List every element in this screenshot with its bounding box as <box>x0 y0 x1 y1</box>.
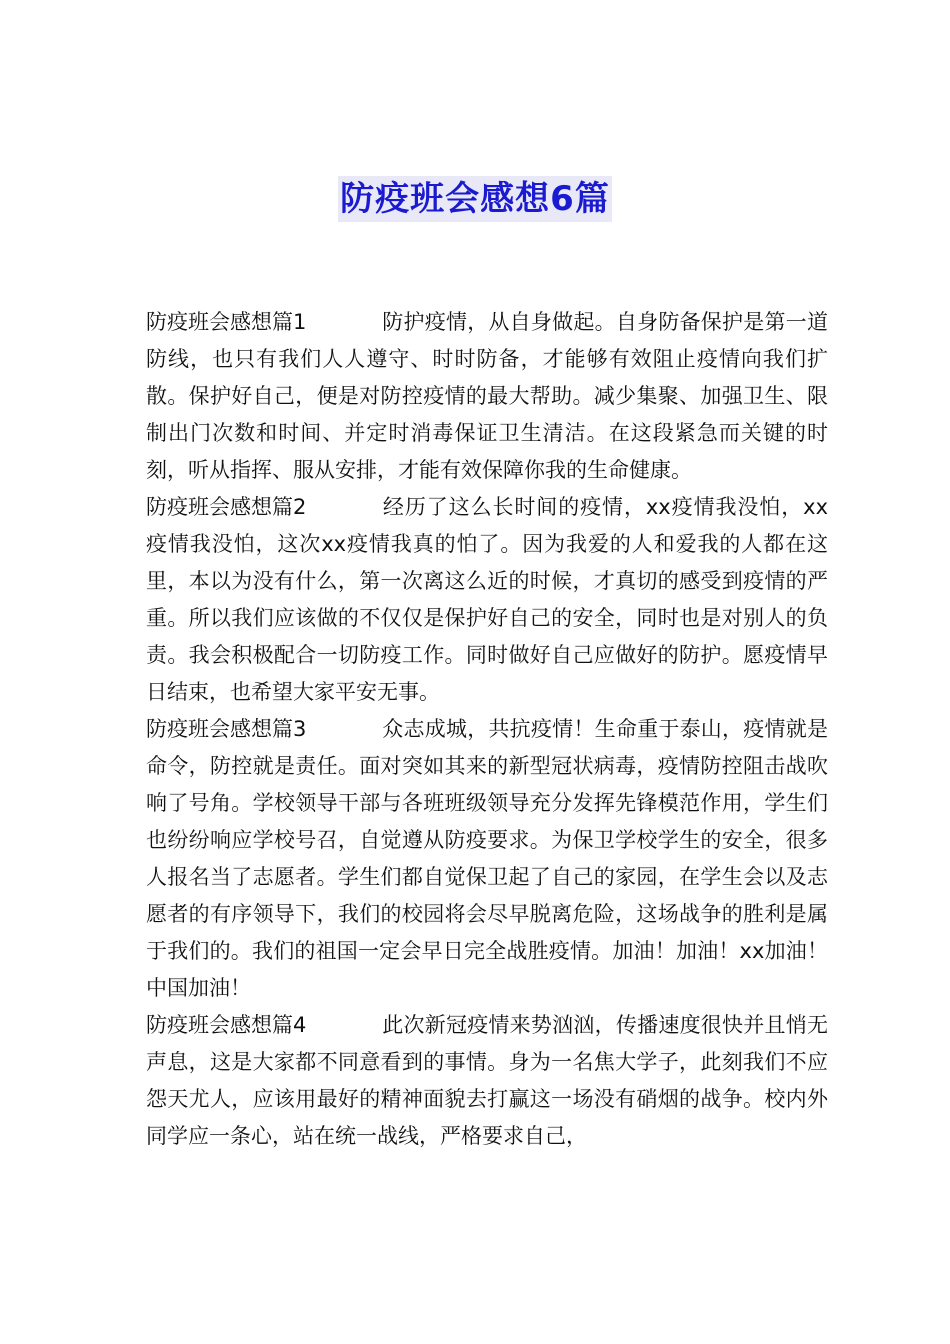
paragraph-2 <box>146 489 828 711</box>
paragraph-text: 防护疫情，从自身做起。自身防备保护是第一道防线，也只有我们人人遵守、时时防备，才能够有效阻止疫情向我们扩散。保护好自己，便是对防控疫情的最大帮助。减少集聚、加强卫生、限制出门次数和时间、并定时消毒保证卫生清洁。在这段紧急而关键的时刻，听从指挥、服从安排，才能有效保障你我的生命健康。 <box>146 310 828 482</box>
paragraph-label: 防疫班会感想篇1 <box>146 310 307 334</box>
paragraph-text: 此次新冠疫情来势汹汹，传播速度很快并且悄无声息，这是大家都不同意看到的事情。身为一名焦大学子，此刻我们不应怨天尤人，应该用最好的精神面貌去打赢这一场没有硝烟的战争。校内外同学应一条心，站在统一战线，严格要求自己， <box>146 1013 828 1148</box>
paragraph-label: 防疫班会感想篇3 <box>146 717 307 741</box>
paragraph-4 <box>146 1007 828 1155</box>
document-title: 防疫班会感想6篇 <box>338 176 612 222</box>
paragraph-text: 经历了这么长时间的疫情，xx疫情我没怕，xx疫情我没怕，这次xx疫情我真的怕了。因为我爱的人和爱我的人都在这里，本以为没有什么，第一次离这么近的时候，才真切的感受到疫情的严重。所以我们应该做的不仅仅是保护好自己的安全，同时也是对别人的负责。我会积极配合一切防疫工作。同时做好自己应做好的防护。愿疫情早日结束，也希望大家平安无事。 <box>146 495 828 704</box>
document-body <box>146 304 828 1155</box>
paragraph-3 <box>146 711 828 1007</box>
paragraph-text: 众志成城，共抗疫情！生命重于泰山，疫情就是命令，防控就是责任。面对突如其来的新型冠状病毒，疫情防控阻击战吹响了号角。学校领导干部与各班班级领导充分发挥先锋模范作用，学生们也纷纷响应学校号召，自觉遵从防疫要求。为保卫学校学生的安全，很多人报名当了志愿者。学生们都自觉保卫起了自己的家园，在学生会以及志愿者的有序领导下，我们的校园将会尽早脱离危险，这场战争的胜利是属于我们的。我们的祖国一定会早日完全战胜疫情。加油！加油！xx加油！中国加油！ <box>146 717 828 1000</box>
title-container <box>0 176 950 222</box>
paragraph-label: 防疫班会感想篇2 <box>146 495 307 519</box>
paragraph-label: 防疫班会感想篇4 <box>146 1013 307 1037</box>
paragraph-1 <box>146 304 828 489</box>
